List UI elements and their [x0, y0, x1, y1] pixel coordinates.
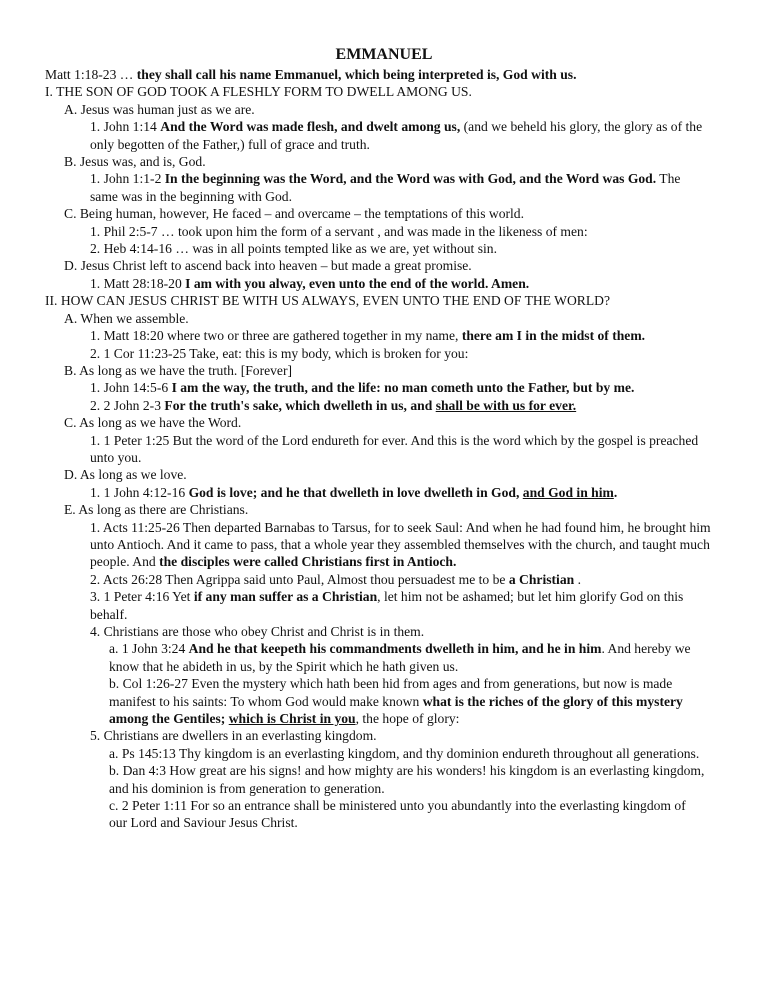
outline-line [109, 745, 705, 762]
line-segment: II. HOW CAN JESUS CHRIST BE WITH US ALWAYS, EVEN UNTO THE END OF THE WORLD? [45, 293, 611, 309]
outline-line [64, 501, 734, 518]
outline-line [90, 571, 724, 588]
line-segment: In the beginning was the Word, and the Word was with God, and the Word was God. [164, 171, 657, 187]
outline-line [45, 66, 735, 83]
line-segment: shall be with us for ever. [435, 397, 577, 413]
line-segment: 1. 1 John 4:12-16 [90, 484, 189, 500]
outline-line [64, 414, 734, 431]
line-segment: a. 1 John 3:24 [109, 641, 189, 657]
line-segment: 5. Christians are dwellers in an everlasting kingdom. [90, 728, 377, 744]
line-segment: C. Being human, however, He faced – and overcame – the temptations of this world. [64, 206, 525, 222]
outline-line [64, 205, 734, 222]
outline-line [109, 762, 705, 797]
line-segment: b. Col 1:26-27 Even the mystery which hath been hid from ages and from generations, but now is made manifest to his saints: To whom God would make known [109, 676, 673, 709]
line-segment: , the hope of glory: [355, 711, 460, 727]
line-segment: B. As long as we have the truth. [Forever] [64, 362, 293, 378]
outline-line [64, 362, 734, 379]
outline-line [90, 223, 724, 240]
line-segment: what is the riches of the glory of this mystery among the Gentiles; [109, 693, 683, 727]
line-segment: 1. Matt 28:18-20 [90, 275, 186, 291]
line-segment: God is love; and he that dwelleth in love dwelleth in God, [188, 484, 523, 500]
line-segment: 2. 1 Cor 11:23-25 Take, eat: this is my body, which is broken for you: [90, 345, 469, 361]
outline-line [90, 588, 724, 623]
line-segment: E. As long as there are Christians. [64, 502, 249, 518]
line-segment: A. When we assemble. [64, 310, 189, 326]
line-segment: they shall call his name Emmanuel, which being interpreted is, God with us. [136, 67, 577, 82]
outline-line [64, 310, 734, 327]
line-segment: a. Ps 145:13 Thy kingdom is an everlasting kingdom, and thy dominion endureth throughout all generations. [109, 745, 700, 761]
outline-line [90, 345, 724, 362]
outline-line [90, 275, 724, 292]
line-segment: if any man suffer as a Christian [193, 589, 378, 605]
line-segment: (and we beheld his glory, the glory as of the only begotten of the Father,) full of grace and truth. [90, 119, 703, 152]
line-segment: the disciples were called Christians first in Antioch. [159, 554, 457, 570]
line-segment: 2. Acts 26:28 Then Agrippa said unto Paul, Almost thou persuadest me to be [90, 571, 509, 587]
outline-line [90, 519, 724, 571]
outline-line [90, 727, 724, 744]
outline-line [45, 292, 735, 309]
line-segment: 1. 1 Peter 1:25 But the word of the Lord endureth for ever. And this is the word which by the gospel is preached unto you. [90, 432, 699, 465]
outline-line [109, 797, 705, 832]
outline-line [90, 170, 698, 205]
outline-line [109, 675, 705, 727]
line-segment: 4. Christians are those who obey Christ and Christ is in them. [90, 624, 425, 639]
line-segment: 2. 2 John 2-3 [90, 397, 165, 413]
outline-body [0, 66, 768, 832]
outline-line [64, 101, 734, 118]
line-segment: . [574, 571, 581, 587]
outline-line [45, 83, 735, 100]
outline-line [90, 623, 724, 640]
line-segment: The same was in the beginning with God. [90, 171, 681, 204]
page-title: EMMANUEL [335, 46, 433, 63]
line-segment: 1. Acts 11:25-26 Then departed Barnabas to Tarsus, for to seek Saul: And when he had found him, he brought him unto Antioch. And it came to pass, that a whole year they assembled themselves with the church, and taught much people. And [90, 519, 711, 570]
outline-line [90, 379, 724, 396]
line-segment: c. 2 Peter 1:11 For so an entrance shall be ministered unto you abundantly into the everlasting kingdom of our Lord and Saviour Jesus Christ. [109, 798, 686, 831]
line-segment: , let him not be ashamed; but let him glorify God on this behalf. [90, 589, 684, 622]
line-segment: which is Christ in you [228, 711, 356, 727]
line-segment: 2. Heb 4:14-16 … was in all points tempted like as we are, yet without sin. [90, 241, 497, 257]
line-segment: B. Jesus was, and is, God. [64, 154, 206, 170]
line-segment: C. As long as we have the Word. [64, 415, 242, 431]
outline-line [90, 118, 724, 153]
line-segment: 1. John 1:14 [90, 119, 161, 135]
outline-line [90, 240, 724, 257]
line-segment: . And hereby we know that he abideth in us, by the Spirit which he hath given us. [109, 641, 691, 674]
line-segment: 1. Phil 2:5-7 … took upon him the form of a servant , and was made in the likeness of men: [90, 223, 588, 239]
line-segment: I. THE SON OF GOD TOOK A FLESHLY FORM TO DWELL AMONG US. [45, 84, 472, 100]
line-segment: . [613, 484, 618, 500]
outline-line [64, 153, 734, 170]
line-segment: 1. John 14:5-6 [90, 380, 172, 396]
line-segment: 1. John 1:1-2 [90, 171, 165, 187]
line-segment: I am the way, the truth, and the life: no man cometh unto the Father, but by me. [171, 380, 635, 396]
line-segment: 1. Matt 18:20 where two or three are gathered together in my name, [90, 328, 462, 344]
line-segment: And he that keepeth his commandments dwelleth in him, and he in him [188, 641, 602, 657]
outline-line [109, 640, 705, 675]
line-segment: For the truth's sake, which dwelleth in us, and [164, 397, 436, 413]
outline-line [64, 466, 734, 483]
line-segment: a Christian [508, 571, 575, 587]
outline-line [90, 484, 724, 501]
outline-line [90, 397, 724, 414]
line-segment: D. Jesus Christ left to ascend back into heaven – but made a great promise. [64, 258, 472, 274]
outline-line [90, 432, 724, 467]
line-segment: and God in him [522, 484, 614, 500]
line-segment: A. Jesus was human just as we are. [64, 101, 255, 117]
outline-line [90, 327, 724, 344]
outline-line [64, 257, 734, 274]
line-segment: there am I in the midst of them. [461, 328, 646, 344]
line-segment: D. As long as we love. [64, 467, 187, 483]
line-segment: b. Dan 4:3 How great are his signs! and how mighty are his wonders! his kingdom is an everlasting kingdom, and his dominion is from generation to generation. [109, 763, 705, 796]
line-segment: I am with you alway, even unto the end of the world. Amen. [185, 275, 530, 291]
line-segment: Matt 1:18-23 … [45, 67, 137, 82]
line-segment: 3. 1 Peter 4:16 Yet [90, 589, 194, 605]
line-segment: And the Word was made flesh, and dwelt among us, [160, 119, 461, 135]
